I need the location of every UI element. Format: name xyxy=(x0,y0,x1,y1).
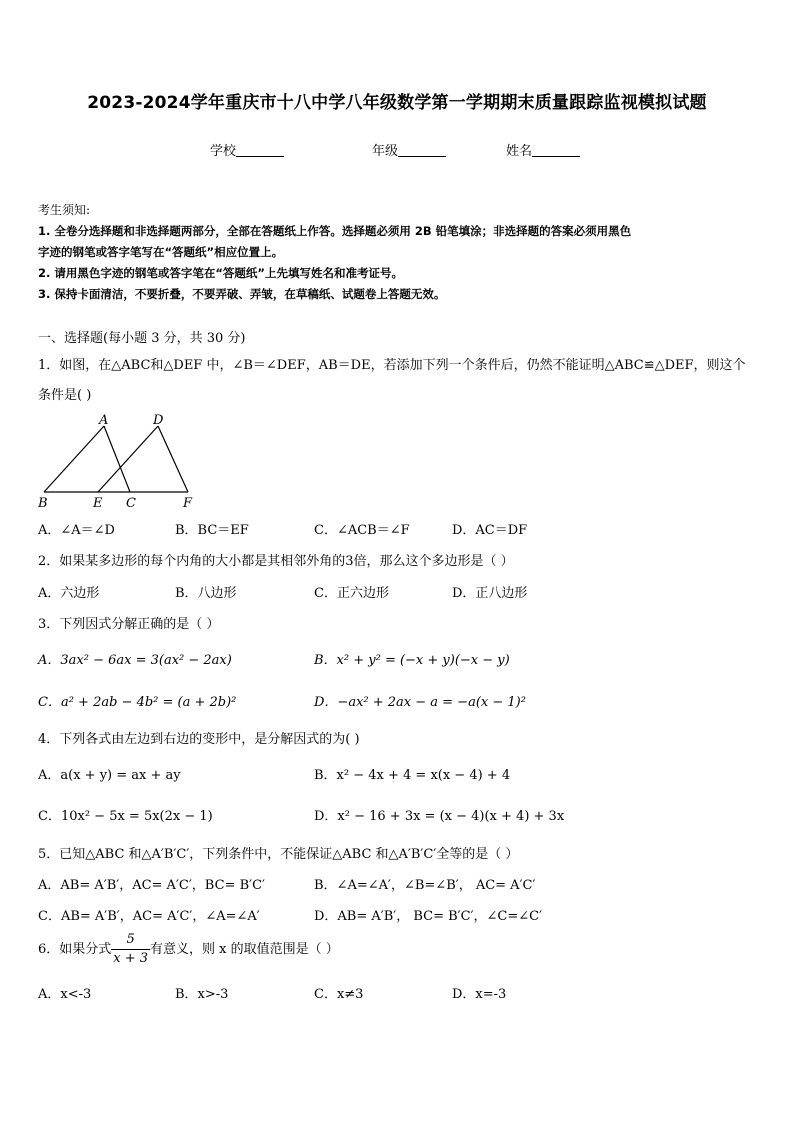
label-c: C xyxy=(126,496,136,510)
label-f: F xyxy=(183,496,193,510)
question-5-option-b[interactable]: B．∠A=∠A′，∠B=∠B′， AC= A′C′ xyxy=(314,878,536,893)
question-4-option-c[interactable]: C．10x² − 5x = 5x(2x − 1) xyxy=(38,809,213,824)
question-1-stem-cont: 条件是( ) xyxy=(38,388,92,403)
name-label: 姓名 xyxy=(506,144,533,159)
question-6-stem xyxy=(38,931,339,968)
question-6-stem-post: 有意义，则 x 的取值范围是（ ） xyxy=(150,942,339,957)
question-6-stem-pre: 6．如果分式 xyxy=(38,942,112,957)
question-3-option-b[interactable]: B．x² + y² = (−x + y)(−x − y) xyxy=(314,653,510,668)
question-2-option-b[interactable]: B．八边形 xyxy=(175,586,237,601)
question-1-option-b[interactable]: B．BC＝EF xyxy=(175,523,249,538)
fraction-numerator: 5 xyxy=(111,931,150,950)
school-label: 学校 xyxy=(210,144,237,159)
section-title: 一、选择题(每小题 3 分，共 30 分) xyxy=(38,331,246,346)
grade-field xyxy=(372,140,446,159)
triangle-figure xyxy=(38,410,198,510)
notice-item: 字迹的钢笔或答字笔写在“答题纸”相应位置上。 xyxy=(38,245,284,259)
label-e: E xyxy=(93,496,103,510)
question-4-option-a[interactable]: A．a(x + y) = ax + ay xyxy=(38,768,181,783)
question-3-stem: 3．下列因式分解正确的是（ ） xyxy=(38,617,220,632)
label-b: B xyxy=(38,496,48,510)
fraction-denominator: x + 3 xyxy=(113,951,149,966)
grade-blank xyxy=(398,144,446,157)
name-field xyxy=(506,140,580,159)
question-3-option-d[interactable]: D．−ax² + 2ax − a = −a(x − 1)² xyxy=(314,695,526,710)
question-2-option-d[interactable]: D．正八边形 xyxy=(452,586,528,601)
school-field xyxy=(210,140,284,159)
question-4-option-b[interactable]: B．x² − 4x + 4 = x(x − 4) + 4 xyxy=(314,768,511,783)
question-3-option-c[interactable]: C．a² + 2ab − 4b² = (a + 2b)² xyxy=(38,695,237,710)
question-1-option-a[interactable]: A．∠A＝∠D xyxy=(38,523,115,538)
question-6-option-b[interactable]: B．x>-3 xyxy=(175,987,229,1002)
notice-block xyxy=(38,200,758,305)
question-5-option-d[interactable]: D．AB= A′B′， BC= B′C′，∠C=∠C′ xyxy=(314,909,543,924)
page-title: 2023-2024学年重庆市十八中学八年级数学第一学期期末质量跟踪监视模拟试题 xyxy=(87,93,707,113)
fraction xyxy=(111,931,150,968)
question-5-option-a[interactable]: A．AB= A′B′，AC= A′C′，BC= B′C′ xyxy=(38,878,265,893)
question-1-option-c[interactable]: C．∠ACB＝∠F xyxy=(314,523,410,538)
school-blank xyxy=(236,144,284,157)
grade-label: 年级 xyxy=(372,144,399,159)
label-d: D xyxy=(153,413,164,428)
label-a: A xyxy=(99,413,109,428)
question-1-stem: 1．如图，在△ABC和△DEF 中，∠B＝∠DEF，AB＝DE，若添加下列一个条件后，仍然不能证明△ABC≌△DEF，则这个 xyxy=(38,358,746,373)
question-6-option-c[interactable]: C．x≠3 xyxy=(314,987,364,1002)
notice-item: 2. 请用黑色字迹的钢笔或答字笔在“答题纸”上先填写姓名和准考证号。 xyxy=(38,266,403,280)
question-6-option-d[interactable]: D．x=-3 xyxy=(452,987,507,1002)
notice-heading: 考生须知: xyxy=(38,203,91,217)
question-6-option-a[interactable]: A．x<-3 xyxy=(38,987,92,1002)
question-4-stem: 4．下列各式由左边到右边的变形中，是分解因式的为( ) xyxy=(38,732,360,747)
name-blank xyxy=(532,144,580,157)
notice-item: 1. 全卷分选择题和非选择题两部分，全部在答题纸上作答。选择题必须用 2B 铅笔填涂；非选择题的答案必须用黑色 xyxy=(38,224,632,238)
notice-item: 3. 保持卡面清洁，不要折叠，不要弄破、弄皱，在草稿纸、试题卷上答题无效。 xyxy=(38,287,446,301)
question-2-option-c[interactable]: C．正六边形 xyxy=(314,586,389,601)
question-2-option-a[interactable]: A．六边形 xyxy=(38,586,100,601)
question-5-option-c[interactable]: C．AB= A′B′，AC= A′C′，∠A=∠A′ xyxy=(38,909,260,924)
question-1-option-d[interactable]: D．AC＝DF xyxy=(452,523,528,538)
question-4-option-d[interactable]: D．x² − 16 + 3x = (x − 4)(x + 4) + 3x xyxy=(314,809,565,824)
question-3-option-a[interactable]: A．3ax² − 6ax = 3(ax² − 2ax) xyxy=(38,653,232,668)
question-5-stem: 5．已知△ABC 和△A′B′C′，下列条件中，不能保证△ABC 和△A′B′C′全等的是（ ） xyxy=(38,847,519,862)
question-2-stem: 2．如果某多边形的每个内角的大小都是其相邻外角的3倍，那么这个多边形是（ ） xyxy=(38,554,514,569)
